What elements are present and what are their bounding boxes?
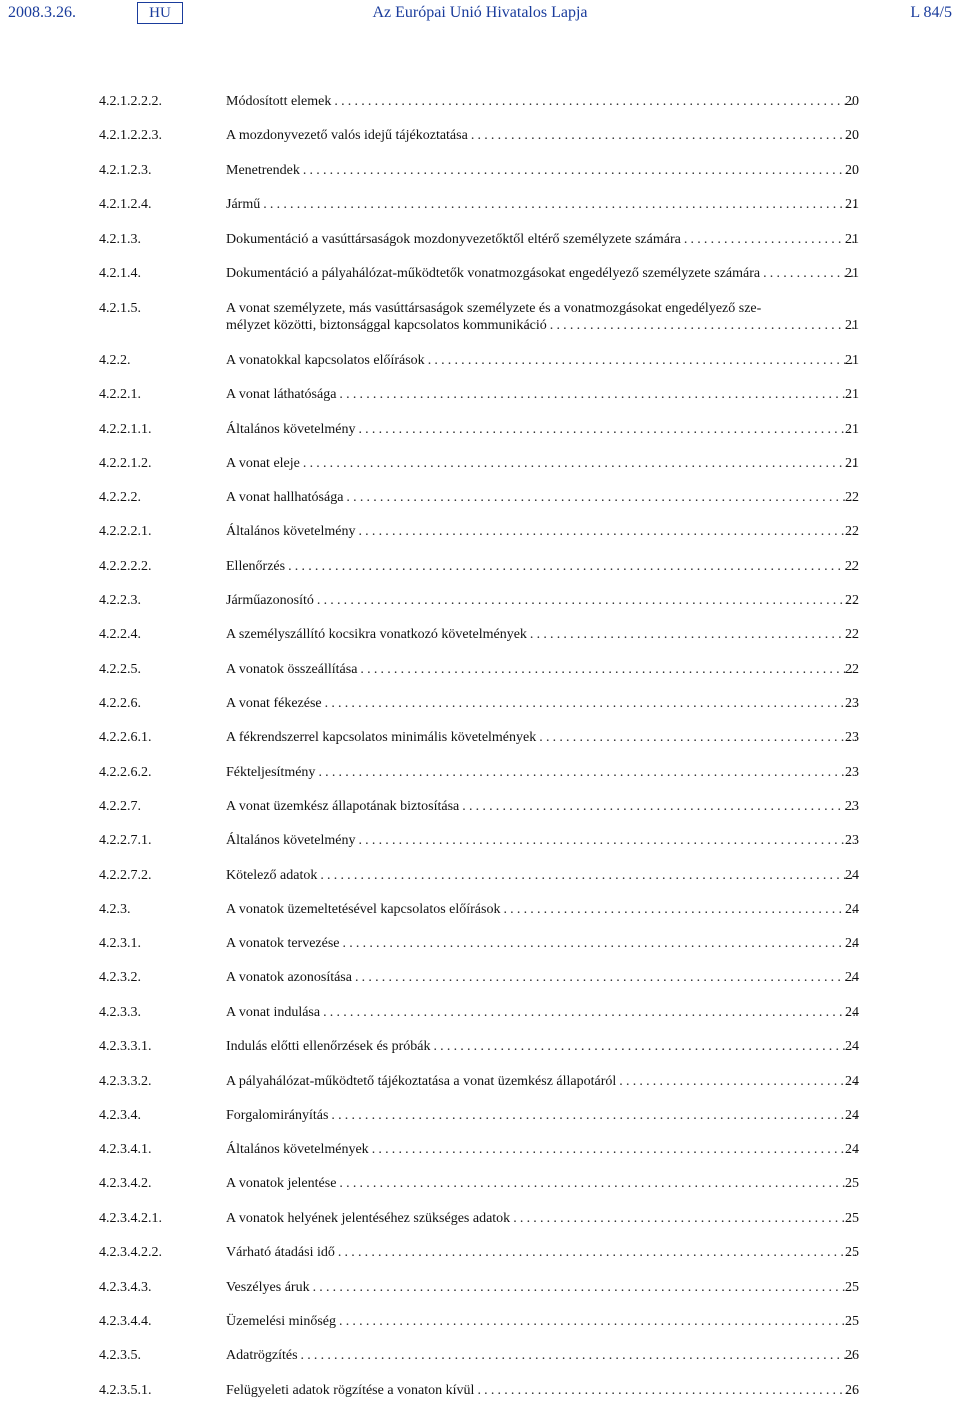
dot-leader: [530, 626, 856, 643]
toc-entry-title: [226, 523, 860, 540]
toc-entry-title: [226, 935, 860, 952]
toc-entry-page-number: 22: [845, 524, 859, 539]
toc-entry-title: [226, 729, 860, 746]
toc-entry-number: 4.2.2.2.: [99, 490, 141, 505]
toc-entry-title-line: A vonat eleje: [226, 456, 300, 471]
toc-entry-title-line: Várható átadási idő: [226, 1245, 335, 1260]
toc-entry-title: [226, 1038, 860, 1055]
toc-entry-number: 4.2.2.1.: [99, 387, 141, 402]
toc-entry-page-number: 22: [845, 490, 859, 505]
toc-entry-title-line: A mozdonyvezető valós idejű tájékoztatása: [226, 128, 468, 143]
toc-entry-title-line: A vonatok jelentése: [226, 1176, 337, 1191]
toc-entry-number: 4.2.2.7.1.: [99, 833, 152, 848]
toc-entry-page-number: 21: [845, 266, 859, 281]
toc-entry-number: 4.2.2.5.: [99, 662, 141, 677]
toc-entry-page-number: 24: [845, 970, 859, 985]
language-badge: HU: [137, 2, 183, 24]
toc-entry-title: [226, 127, 860, 144]
toc-entry-number: 4.2.2.7.2.: [99, 868, 152, 883]
dot-leader: [317, 592, 856, 609]
dot-leader: [477, 1382, 856, 1399]
dot-leader: [428, 352, 856, 369]
toc-entry-title-line: Kötelező adatok: [226, 868, 318, 883]
toc-entry-number: 4.2.3.3.1.: [99, 1039, 152, 1054]
dot-leader: [325, 695, 856, 712]
toc-entry-number: 4.2.3.4.4.: [99, 1314, 152, 1329]
toc-entry-title-line: A vonatok összeállítása: [226, 662, 358, 677]
toc-entry-title: [226, 1210, 860, 1227]
toc-entry-page-number: 21: [845, 387, 859, 402]
toc-entry-page-number: 22: [845, 662, 859, 677]
toc-entry-page-number: 24: [845, 902, 859, 917]
toc-entry-number: 4.2.3.4.2.: [99, 1176, 152, 1191]
toc-entry-title: [226, 1347, 860, 1364]
toc-entry-title: [226, 421, 860, 438]
toc-entry-title: [226, 626, 860, 643]
toc-entry-title-line: A fékrendszerrel kapcsolatos minimális követelmények: [226, 730, 537, 745]
toc-entry-title-line: Általános követelmény: [226, 422, 356, 437]
dot-leader: [619, 1073, 856, 1090]
toc-entry-page-number: 21: [845, 422, 859, 437]
toc-entry-title-line: Üzemelési minőség: [226, 1314, 337, 1329]
page-reference: L 84/5: [910, 4, 952, 21]
toc-entry-number: 4.2.3.4.: [99, 1108, 141, 1123]
toc-entry-title-line: A vonatok helyének jelentéséhez szükséges adatok: [226, 1211, 511, 1226]
toc-entry-title-line: Menetrendek: [226, 163, 300, 178]
toc-entry-page-number: 22: [845, 627, 859, 642]
toc-entry-page-number: 23: [845, 799, 859, 814]
toc-entry-title: [226, 832, 860, 849]
toc-entry-title-line: A személyszállító kocsikra vonatkozó követelmények: [226, 627, 527, 642]
dot-leader: [338, 1244, 856, 1261]
toc-entry-title: [226, 695, 860, 712]
toc-entry-title-line: Általános követelmény: [226, 833, 356, 848]
toc-entry-number: 4.2.3.1.: [99, 936, 141, 951]
toc-entry-page-number: 25: [845, 1176, 859, 1191]
toc-entry-number: 4.2.2.6.: [99, 696, 141, 711]
toc-entry-page-number: 24: [845, 1005, 859, 1020]
dot-leader: [303, 162, 856, 179]
toc-entry-title-line: Fékteljesítmény: [226, 765, 316, 780]
dot-leader: [433, 1038, 856, 1055]
dot-leader: [313, 1279, 856, 1296]
toc-entry-number: 4.2.1.3.: [99, 232, 141, 247]
toc-entry-title-line: A vonatok tervezése: [226, 936, 340, 951]
toc-entry-number: 4.2.2.3.: [99, 593, 141, 608]
toc-entry-page-number: 20: [845, 163, 859, 178]
toc-entry-title-line: Általános követelmény: [226, 524, 356, 539]
toc-entry-page-number: 22: [845, 593, 859, 608]
dot-leader: [331, 1107, 856, 1124]
toc-entry-title: [226, 1004, 860, 1021]
dot-leader: [263, 196, 856, 213]
toc-entry-page-number: 24: [845, 1108, 859, 1123]
toc-entry-number: 4.2.1.2.2.2.: [99, 94, 162, 109]
toc-entry-title-line: A vonat indulása: [226, 1005, 321, 1020]
toc-entry-number: 4.2.1.2.4.: [99, 197, 152, 212]
journal-title: Az Európai Unió Hivatalos Lapja: [372, 4, 588, 21]
toc-entry-title: [226, 1073, 860, 1090]
dot-leader: [301, 1347, 856, 1364]
toc-entry-title: [226, 1279, 860, 1296]
toc-entry-title-line: Dokumentáció a vasúttársaságok mozdonyvezetőktől eltérő személyzete számára: [226, 232, 681, 247]
toc-entry-title: [226, 231, 860, 248]
toc-entry-number: 4.2.3.4.2.2.: [99, 1245, 162, 1260]
toc-entry-number: 4.2.3.: [99, 902, 131, 917]
toc-entry-title-line: Dokumentáció a pályahálózat-működtetők vonatmozgásokat engedélyező személyzete számára: [226, 266, 761, 281]
toc-entry-title: [226, 661, 860, 678]
toc-entry-page-number: 25: [845, 1280, 859, 1295]
toc-entry-number: 4.2.2.6.1.: [99, 730, 152, 745]
toc-entry-title: [226, 386, 860, 403]
dot-leader: [339, 1175, 856, 1192]
toc-entry-title: [226, 162, 860, 179]
dot-leader: [288, 558, 856, 575]
dot-leader: [684, 231, 856, 248]
toc-entry-number: 4.2.3.5.1.: [99, 1383, 152, 1398]
dot-leader: [462, 798, 856, 815]
dot-leader: [372, 1141, 856, 1158]
toc-entry-number: 4.2.2.2.2.: [99, 559, 152, 574]
toc-entry-title: [226, 798, 860, 815]
toc-entry-number: 4.2.3.3.2.: [99, 1074, 152, 1089]
toc-entry-title: [226, 1313, 860, 1330]
toc-entry-title: [226, 1107, 860, 1124]
dot-leader: [513, 1210, 856, 1227]
toc-entry-page-number: 21: [845, 232, 859, 247]
toc-entry-page-number: 25: [845, 1314, 859, 1329]
toc-entry-title: [226, 1141, 860, 1158]
toc-entry-number: 4.2.2.4.: [99, 627, 141, 642]
toc-entry-title-line: Általános követelmények: [226, 1142, 369, 1157]
dot-leader: [358, 523, 856, 540]
toc-entry-title: [226, 489, 860, 506]
dot-leader: [339, 386, 856, 403]
dot-leader: [334, 93, 856, 110]
toc-entry-title-line: mélyzet közötti, biztonsággal kapcsolatos kommunikáció: [226, 318, 547, 333]
toc-entry-number: 4.2.2.1.1.: [99, 422, 152, 437]
toc-entry-title-line: A vonat személyzete, más vasúttársaságok személyzete és a vonatmozgásokat engedélyező sze-: [226, 301, 762, 316]
toc-entry-number: 4.2.1.2.3.: [99, 163, 152, 178]
toc-entry-title-line: A vonatokkal kapcsolatos előírások: [226, 353, 425, 368]
toc-entry-title-line: A pályahálózat-működtető tájékoztatása a vonat üzemkész állapotáról: [226, 1074, 617, 1089]
toc-entry-page-number: 21: [845, 318, 859, 333]
toc-entry-title-line: A vonat láthatósága: [226, 387, 337, 402]
dot-leader: [346, 489, 856, 506]
toc-entry-title-line: A vonat fékezése: [226, 696, 322, 711]
toc-entry-title: [226, 969, 860, 986]
dot-leader: [550, 317, 856, 334]
toc-entry-page-number: 25: [845, 1245, 859, 1260]
toc-entry-page-number: 25: [845, 1211, 859, 1226]
toc-entry-page-number: 21: [845, 353, 859, 368]
toc-entry-title-line: Ellenőrzés: [226, 559, 286, 574]
toc-entry-page-number: 22: [845, 559, 859, 574]
toc-entry-title: [226, 592, 860, 609]
toc-entry-number: 4.2.3.5.: [99, 1348, 141, 1363]
toc-entry-title: [226, 901, 860, 918]
toc-entry-number: 4.2.3.3.: [99, 1005, 141, 1020]
toc-entry-title: [226, 93, 860, 110]
toc-entry-title: [226, 265, 860, 282]
toc-entry-page-number: 26: [845, 1348, 859, 1363]
toc-entry-number: 4.2.2.7.: [99, 799, 141, 814]
toc-entry-number: 4.2.1.5.: [99, 301, 141, 316]
toc-entry-title-line: Járműazonosító: [226, 593, 314, 608]
toc-entry-page-number: 20: [845, 128, 859, 143]
toc-entry-page-number: 24: [845, 1074, 859, 1089]
dot-leader: [339, 1313, 856, 1330]
toc-entry-title-line: A vonat hallhatósága: [226, 490, 344, 505]
toc-entry-title: [226, 1175, 860, 1192]
dot-leader: [539, 729, 856, 746]
toc-entry-title: [226, 300, 860, 334]
dot-leader: [471, 127, 856, 144]
toc-entry-page-number: 23: [845, 765, 859, 780]
dot-leader: [318, 764, 856, 781]
toc-entry-number: 4.2.3.4.2.1.: [99, 1211, 162, 1226]
publication-date: 2008.3.26.: [8, 4, 76, 21]
toc-entry-page-number: 26: [845, 1383, 859, 1398]
toc-entry-title-line: Indulás előtti ellenőrzések és próbák: [226, 1039, 431, 1054]
toc-entry-title-line: A vonatok azonosítása: [226, 970, 352, 985]
toc-entry-number: 4.2.3.2.: [99, 970, 141, 985]
toc-entry-page-number: 23: [845, 833, 859, 848]
toc-entry-page-number: 24: [845, 1142, 859, 1157]
toc-entry-title: [226, 1244, 860, 1261]
dot-leader: [503, 901, 856, 918]
toc-entry-page-number: 21: [845, 197, 859, 212]
dot-leader: [320, 867, 856, 884]
toc-entry-page-number: 24: [845, 1039, 859, 1054]
dot-leader: [358, 421, 856, 438]
toc-entry-number: 4.2.2.6.2.: [99, 765, 152, 780]
toc-entry-number: 4.2.1.4.: [99, 266, 141, 281]
toc-entry-number: 4.2.1.2.2.3.: [99, 128, 162, 143]
dot-leader: [303, 455, 856, 472]
toc-entry-title: [226, 352, 860, 369]
toc-entry-page-number: 20: [845, 94, 859, 109]
toc-entry-title: [226, 764, 860, 781]
toc-entry-title-line: Forgalomirányítás: [226, 1108, 329, 1123]
toc-entry-number: 4.2.2.1.2.: [99, 456, 152, 471]
dot-leader: [763, 265, 856, 282]
toc-entry-number: 4.2.3.4.1.: [99, 1142, 152, 1157]
dot-leader: [343, 935, 856, 952]
toc-entry-title: [226, 455, 860, 472]
toc-entry-title: [226, 867, 860, 884]
toc-entry-title-line: A vonat üzemkész állapotának biztosítása: [226, 799, 460, 814]
toc-entry-page-number: 24: [845, 868, 859, 883]
toc-entry-title-line: Veszélyes áruk: [226, 1280, 310, 1295]
toc-entry-title-line: Módosított elemek: [226, 94, 332, 109]
toc-entry-number: 4.2.2.: [99, 353, 131, 368]
toc-entry-title-line: A vonatok üzemeltetésével kapcsolatos előírások: [226, 902, 501, 917]
toc-entry-page-number: 23: [845, 730, 859, 745]
toc-entry-number: 4.2.2.2.1.: [99, 524, 152, 539]
toc-entry-title: [226, 196, 860, 213]
dot-leader: [323, 1004, 856, 1021]
toc-entry-title-line: Adatrögzítés: [226, 1348, 298, 1363]
dot-leader: [358, 832, 856, 849]
toc-entry-title: [226, 558, 860, 575]
toc-entry-title-line: Jármű: [226, 197, 261, 212]
toc-entry-number: 4.2.3.4.3.: [99, 1280, 152, 1295]
toc-entry-page-number: 21: [845, 456, 859, 471]
toc-entry-page-number: 24: [845, 936, 859, 951]
dot-leader: [355, 969, 856, 986]
dot-leader: [360, 661, 856, 678]
toc-entry-title-line: Felügyeleti adatok rögzítése a vonaton kívül: [226, 1383, 475, 1398]
toc-entry-page-number: 23: [845, 696, 859, 711]
toc-entry-title: [226, 1382, 860, 1399]
